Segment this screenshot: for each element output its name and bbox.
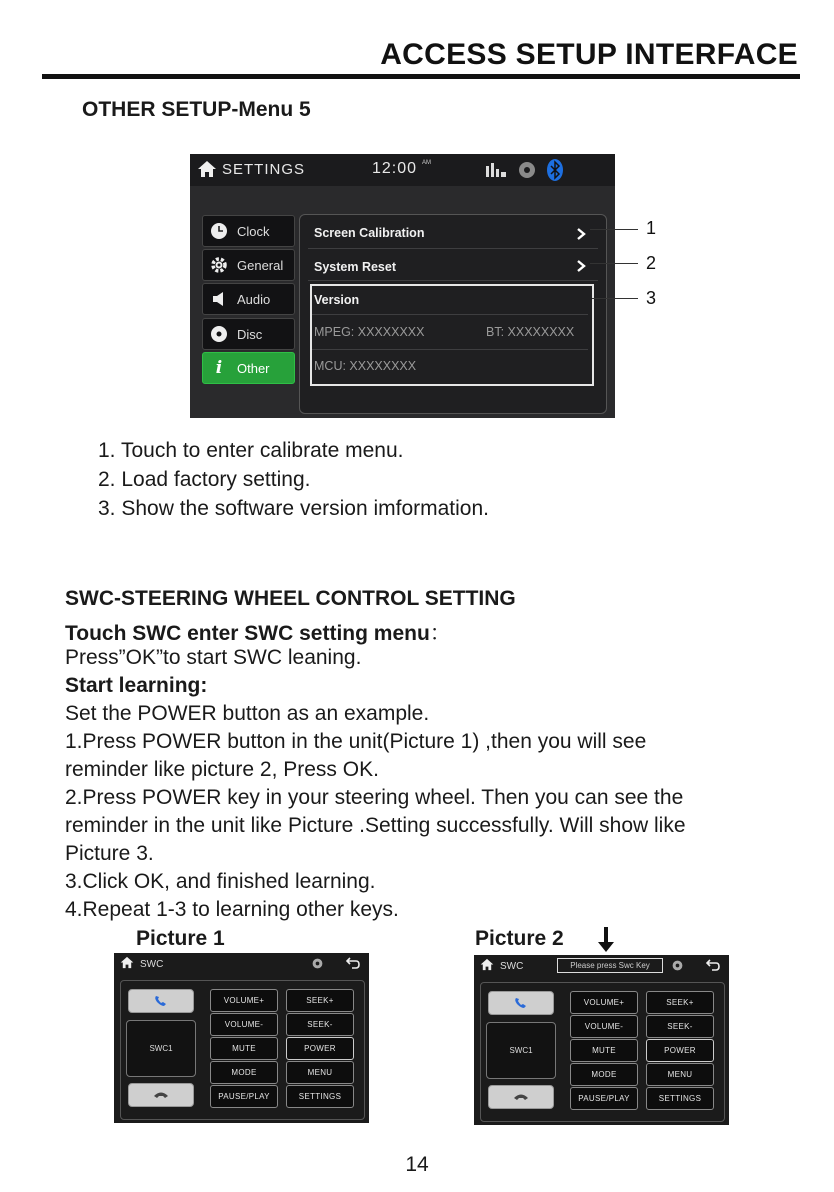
- divider: [308, 280, 598, 281]
- swc-status-bar: [114, 953, 369, 975]
- speaker-icon: [209, 289, 229, 309]
- home-icon: [197, 160, 217, 178]
- callout-line-3: [592, 298, 638, 299]
- seek-down-button[interactable]: SEEK-: [646, 1015, 714, 1038]
- sidebar-item-label: Disc: [237, 326, 263, 342]
- answer-call-button[interactable]: [128, 989, 194, 1013]
- version-label: Version: [314, 293, 360, 307]
- instruction-line: 3.Click OK, and finished learning.: [65, 870, 376, 893]
- disc-icon: [312, 958, 323, 969]
- note-2: 2. Load factory setting.: [98, 468, 311, 491]
- clock-display: 12:00: [372, 160, 418, 177]
- back-icon[interactable]: [706, 959, 720, 971]
- answer-call-button[interactable]: [488, 991, 554, 1015]
- seek-down-button[interactable]: SEEK-: [286, 1013, 354, 1036]
- back-icon[interactable]: [346, 957, 360, 969]
- settings-button[interactable]: SETTINGS: [286, 1085, 354, 1108]
- sidebar-item-label: Audio: [237, 291, 271, 307]
- sidebar-item-general[interactable]: [202, 249, 295, 281]
- sidebar-item-label: Clock: [237, 223, 270, 239]
- touch-swc-colon: ：: [429, 622, 451, 645]
- instruction-line: Picture 3.: [65, 842, 154, 865]
- instruction-line: 2.Press POWER key in your steering wheel. Then you can see the: [65, 786, 684, 809]
- power-button[interactable]: POWER: [646, 1039, 714, 1062]
- instruction-line: reminder like picture 2, Press OK.: [65, 758, 379, 781]
- instruction-line: 1.Press POWER button in the unit(Picture 1) ,then you will see: [65, 730, 647, 753]
- instruction-line: Set the POWER button as an example.: [65, 702, 430, 725]
- gear-icon: [209, 255, 229, 275]
- equalizer-icon: [485, 163, 507, 177]
- sidebar-item-clock[interactable]: [202, 215, 295, 247]
- volume-up-button[interactable]: VOLUME+: [570, 991, 638, 1014]
- am-indicator: AM: [422, 160, 431, 166]
- swc-heading: SWC-STEERING WHEEL CONTROL SETTING: [65, 587, 516, 610]
- callout-line-1: [590, 229, 638, 230]
- picture-2-label: Picture 2: [475, 927, 564, 950]
- seek-up-button[interactable]: SEEK+: [646, 991, 714, 1014]
- press-ok-line: Press”OK”to start SWC leaning.: [65, 646, 362, 669]
- info-icon: i: [215, 358, 223, 378]
- divider: [312, 349, 588, 350]
- chevron-right-icon[interactable]: [575, 228, 587, 240]
- swc-status-bar: [474, 955, 729, 977]
- bluetooth-icon: [547, 159, 563, 181]
- touch-swc-bold: Touch SWC enter SWC setting menu: [65, 622, 430, 645]
- note-3: 3. Show the software version imformation.: [98, 497, 490, 520]
- sidebar-item-other[interactable]: [202, 352, 295, 384]
- phone-icon: [514, 997, 528, 1009]
- callout-number-3: 3: [646, 288, 657, 308]
- note-1: 1. Touch to enter calibrate menu.: [98, 439, 404, 462]
- sidebar-item-label: General: [237, 257, 284, 273]
- hangup-call-button[interactable]: [488, 1085, 554, 1109]
- phone-hangup-icon: [153, 1089, 169, 1101]
- pause-play-button[interactable]: PAUSE/PLAY: [210, 1085, 278, 1108]
- phone-hangup-icon: [513, 1091, 529, 1103]
- swc1-slot[interactable]: SWC1: [486, 1022, 556, 1079]
- bt-version: BT: XXXXXXXX: [486, 325, 575, 339]
- start-learning-heading: Start learning:: [65, 674, 208, 697]
- callout-number-1: 1: [646, 218, 657, 238]
- menu-button[interactable]: MENU: [286, 1061, 354, 1084]
- seek-up-button[interactable]: SEEK+: [286, 989, 354, 1012]
- pause-play-button[interactable]: PAUSE/PLAY: [570, 1087, 638, 1110]
- header-rule: [42, 74, 800, 79]
- mode-button[interactable]: MODE: [570, 1063, 638, 1086]
- home-icon: [120, 956, 134, 969]
- section-title: OTHER SETUP-Menu 5: [82, 98, 311, 121]
- mcu-version: MCU: XXXXXXXX: [314, 359, 417, 373]
- menu-button[interactable]: MENU: [646, 1063, 714, 1086]
- divider: [312, 314, 588, 315]
- page-header-title: ACCESS SETUP INTERFACE: [380, 38, 798, 71]
- instruction-line: reminder in the unit like Picture .Setting successfully. Will show like: [65, 814, 686, 837]
- picture-2-swc-screen: [474, 955, 729, 1125]
- disc-icon: [209, 324, 229, 344]
- instruction-line: 4.Repeat 1-3 to learning other keys.: [65, 898, 399, 921]
- callout-line-2: [590, 263, 638, 264]
- hangup-call-button[interactable]: [128, 1083, 194, 1107]
- chevron-right-icon[interactable]: [575, 260, 587, 272]
- phone-icon: [154, 995, 168, 1007]
- page-number: 14: [405, 1153, 429, 1176]
- volume-up-button[interactable]: VOLUME+: [210, 989, 278, 1012]
- sidebar-item-disc[interactable]: [202, 318, 295, 350]
- callout-number-2: 2: [646, 253, 657, 273]
- power-button[interactable]: POWER: [286, 1037, 354, 1060]
- settings-title: SETTINGS: [222, 161, 306, 178]
- picture-1-swc-screen: [114, 953, 369, 1123]
- sidebar-item-label: Other: [237, 360, 270, 376]
- mode-button[interactable]: MODE: [210, 1061, 278, 1084]
- settings-screenshot: [190, 154, 615, 418]
- settings-button[interactable]: SETTINGS: [646, 1087, 714, 1110]
- swc-title: SWC: [500, 961, 524, 972]
- swc-title: SWC: [140, 959, 164, 970]
- swc1-slot[interactable]: SWC1: [126, 1020, 196, 1077]
- touch-swc-line: [65, 617, 451, 647]
- volume-down-button[interactable]: VOLUME-: [210, 1013, 278, 1036]
- system-reset-item[interactable]: System Reset: [314, 260, 396, 274]
- mute-button[interactable]: MUTE: [210, 1037, 278, 1060]
- home-icon: [480, 958, 494, 971]
- disc-icon: [672, 960, 683, 971]
- volume-down-button[interactable]: VOLUME-: [570, 1015, 638, 1038]
- divider: [308, 248, 598, 249]
- swc-prompt: Please press Swc Key: [557, 958, 663, 973]
- screen-calibration-item[interactable]: Screen Calibration: [314, 226, 425, 240]
- picture-1-label: Picture 1: [136, 927, 225, 950]
- mute-button[interactable]: MUTE: [570, 1039, 638, 1062]
- disc-icon: [518, 161, 536, 179]
- clock-icon: [209, 221, 229, 241]
- status-bar: [190, 154, 615, 186]
- arrow-down-icon: [597, 927, 615, 953]
- mpeg-version: MPEG: XXXXXXXX: [314, 325, 425, 339]
- sidebar-item-audio[interactable]: [202, 283, 295, 315]
